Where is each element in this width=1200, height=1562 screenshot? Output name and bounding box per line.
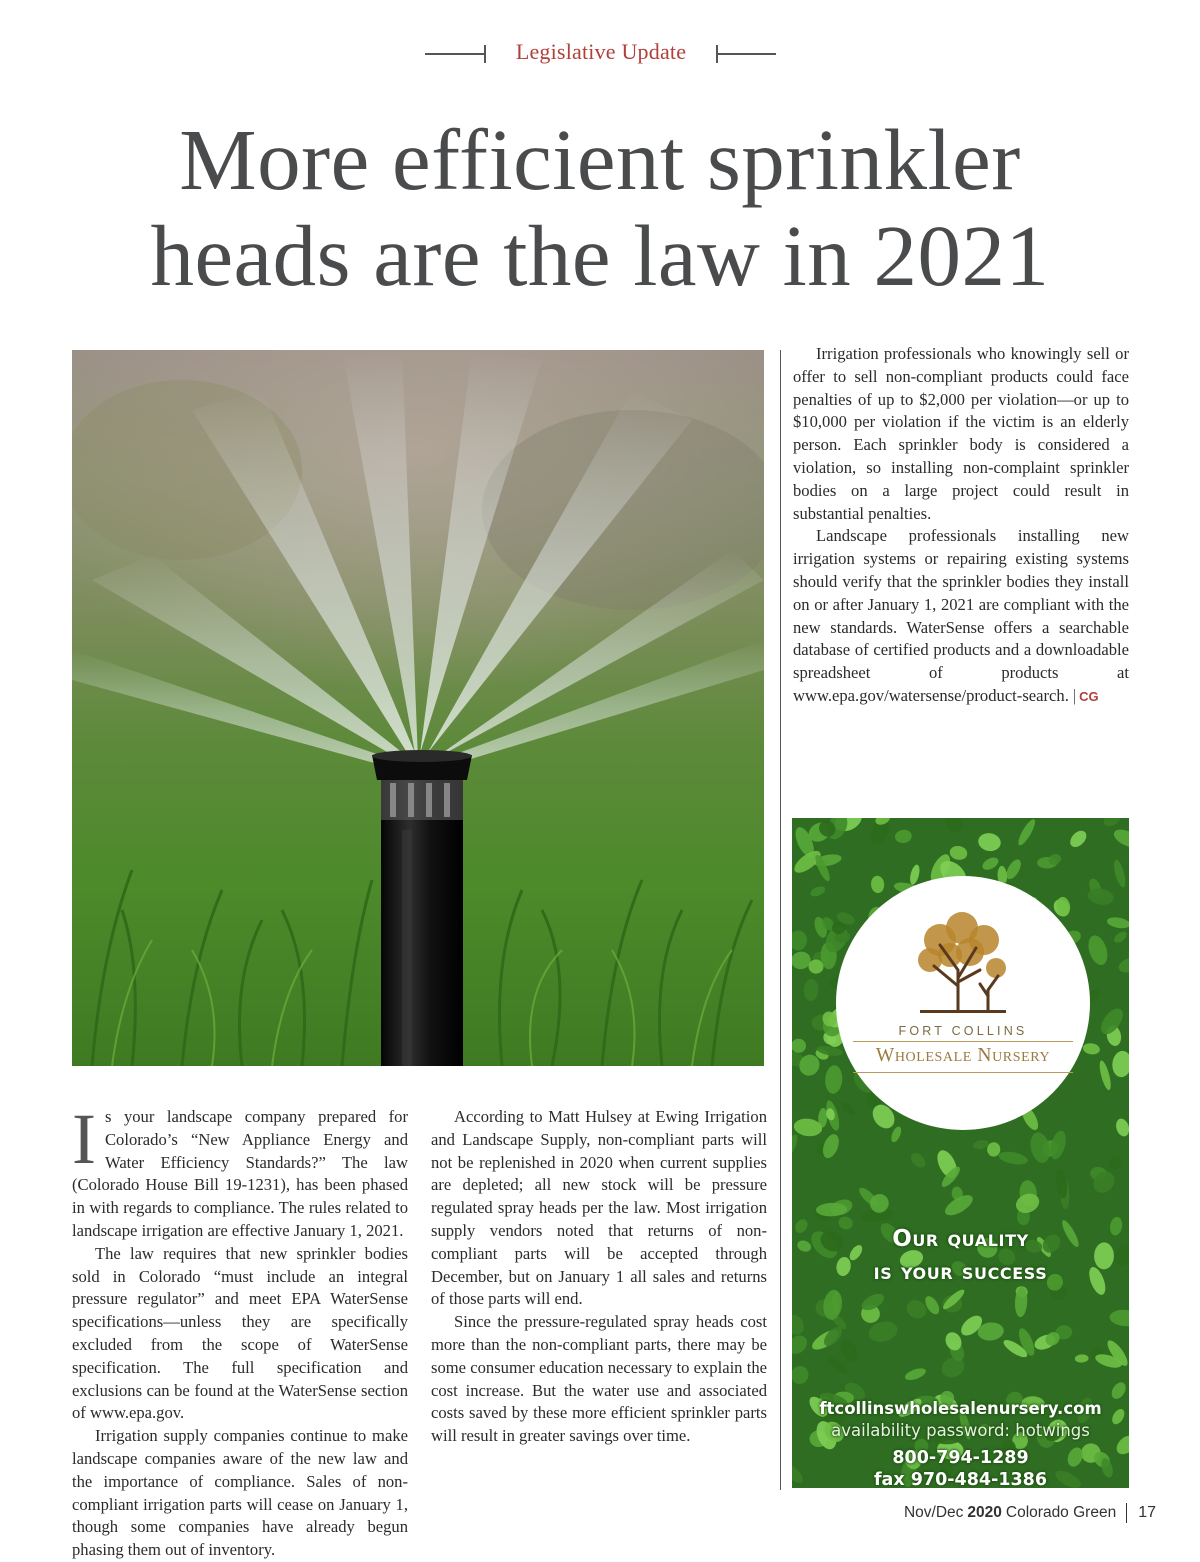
article-paragraph-7 [793,525,1129,708]
article-paragraph-3: Irrigation supply companies continue to make landscape companies aware of the new law and the importance of compliance. Sales of non-compliant irrigation parts will cease on January 1, though some companies have already begun phasing them out of inventory. [72,1426,408,1560]
article-paragraph-1-text: s your landscape company prepared for Colorado’s “New Appliance Energy and Water Efficiency Standards?” The law (Colorado House Bill 19-1231), has been phased in with regards to compliance. The rules related to landscape irrigation are effective January 1, 2021. [72,1107,408,1240]
article-paragraph-1 [72,1099,408,1243]
column-divider [780,350,781,1490]
nursery-advertisement[interactable] [792,818,1129,1488]
article-paragraph-5: Since the pressure-regulated spray heads cost more than the non-compliant parts, there may be some consumer education necessary to explain the cost increase. But the water use and associated costs saved by these more efficient sprinkler parts will result in greater savings over time. [431,1312,767,1446]
article-paragraph-4: According to Matt Hulsey at Ewing Irrigation and Landscape Supply, non-compliant parts will not be replenished in 2020 when current supplies are depleted; all new stock will be pressure regulated spray heads per the law. Most irrigation supply vendors noted that returns of non-compliant parts will be accepted through December, but on January 1 all sales and returns of those parts will end. [431,1107,767,1309]
page-number: 17 [1138,1504,1156,1521]
company-name-box [853,1041,1073,1073]
page-footer [904,1502,1156,1524]
headline-line-1: More efficient sprinkler [179,111,1021,208]
ad-tagline [792,1223,1129,1289]
header-rule-right [716,53,776,55]
footer-issue: Nov/Dec [903,1504,964,1521]
signoff-separator: | [1072,685,1077,705]
section-label: Legislative Update [515,39,687,64]
section-header [0,36,1200,72]
article-column-2 [431,1106,767,1448]
logo-circle [836,876,1090,1130]
drop-cap: I [72,1099,96,1179]
sprinkler-photo [72,350,764,1066]
article-paragraph-2: The law requires that new sprinkler bodies sold in Colorado “must include an integral pressure regulator” and meet EPA WaterSense specifications—unless they are specifically excluded from the scope of WaterSense specification. The full specification and exclusions can be found at the WaterSense section of www.epa.gov. [72,1243,408,1423]
fax-number: fax 970-484-1386 [873,1470,1048,1488]
company-name-line-2: Wholesale Nursery [875,1045,1051,1066]
header-rule-left [425,53,485,55]
company-name-line-1: FORT COLLINS [898,1024,1028,1038]
article-column-1 [72,1099,408,1562]
footer-magazine: Colorado Green [1005,1504,1117,1521]
footer-year: 2020 [967,1504,1002,1521]
article-column-3 [793,343,1129,709]
ad-contact [792,1398,1129,1488]
headline-line-2: heads are the law in 2021 [150,207,1050,304]
phone-number[interactable]: 800-794-1289 [892,1448,1029,1468]
footer-separator [1126,1503,1127,1523]
header-tick-left [484,45,486,63]
ad-tagline-line-1: Our quality [892,1226,1029,1252]
headline [40,112,1160,304]
article-paragraph-6: Irrigation professionals who knowingly sell or offer to sell non-compliant products could face penalties of up to $2,000 per violation—or up to $10,000 per violation if the victim is an elderly person. Each sprinkler body is considered a violation, so installing non-complaint sprinkler bodies on a large project could result in substantial penalties. [793,344,1129,523]
sprinkler-illustration [72,350,764,1066]
ad-tagline-line-2: is your success [873,1259,1048,1285]
article-paragraph-7-text: Landscape professionals installing new irrigation systems or repairing existing systems should verify that the sprinkler bodies they install on or after January 1, 2021 are compliant with the new standards. WaterSense offers a searchable database of certified products and a downloadable spreadsheet of products at www.epa.gov/watersense/product-search. [793,526,1129,705]
nursery-website-link[interactable]: ftcollinswholesalenursery.com [819,1399,1102,1418]
tree-logo-icon [910,910,1016,1020]
availability-password: availability password: hotwings [831,1421,1090,1440]
signoff-mark: CG [1079,688,1099,704]
